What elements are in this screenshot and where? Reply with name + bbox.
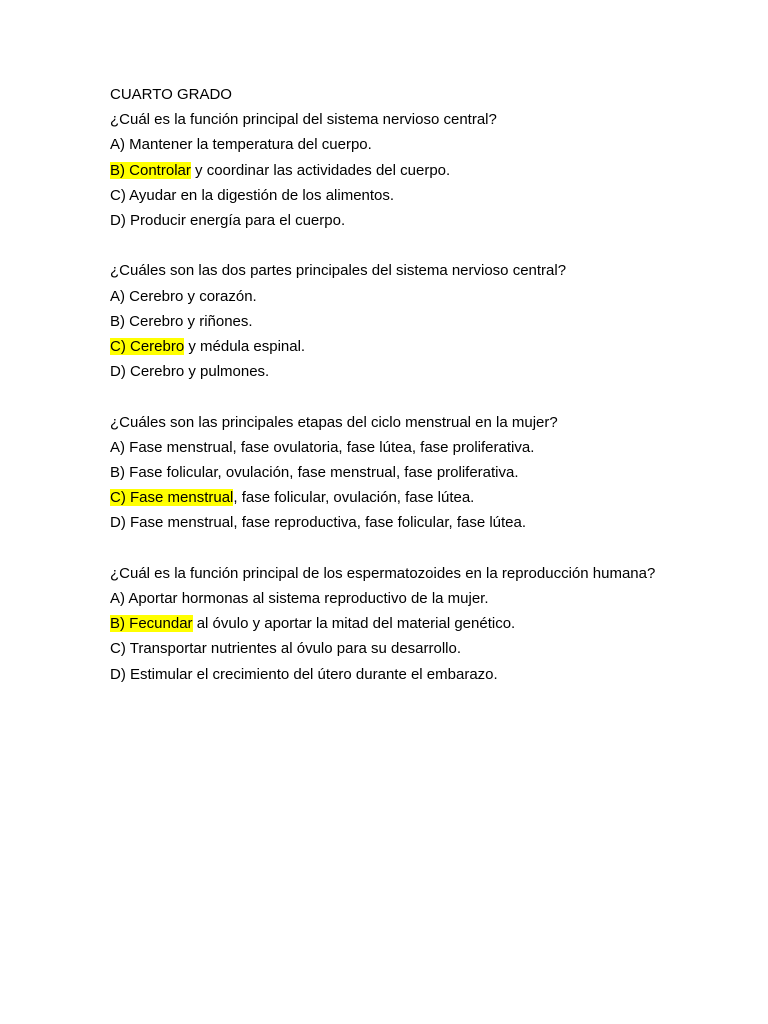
highlighted-text: B) Fecundar: [110, 615, 193, 633]
answer-option-d: [110, 662, 666, 687]
option-text: B) Fase folicular, ovulación, fase menstrual, fase proliferativa.: [110, 464, 519, 482]
answer-option-b: [110, 460, 666, 485]
option-text: D) Producir energía para el cuerpo.: [110, 212, 346, 230]
highlighted-text: C) Fase menstrual: [110, 489, 234, 507]
answer-option-c: [110, 183, 666, 208]
answer-option-d: [110, 510, 666, 535]
option-text: y coordinar las actividades del cuerpo.: [190, 161, 451, 179]
answer-option-c: [110, 334, 666, 359]
option-text: A) Mantener la temperatura del cuerpo.: [110, 136, 372, 154]
option-text: A) Aportar hormonas al sistema reproductivo de la mujer.: [110, 590, 489, 608]
question-block-4: [110, 561, 666, 687]
question-block-1: [110, 107, 666, 233]
question-text: ¿Cuál es la función principal de los espermatozoides en la reproducción humana?: [110, 564, 656, 582]
answer-option-b: [110, 158, 666, 183]
option-text: A) Cerebro y corazón.: [110, 287, 257, 305]
question-text: ¿Cuáles son las principales etapas del ciclo menstrual en la mujer?: [110, 413, 558, 431]
question-block-2: [110, 258, 666, 384]
answer-option-b: [110, 309, 666, 334]
option-text: y médula espinal.: [184, 338, 306, 356]
blank-line: [110, 384, 666, 409]
answer-option-c: [110, 485, 666, 510]
document-heading: CUARTO GRADO: [110, 86, 232, 103]
answer-option-d: [110, 359, 666, 384]
answer-option-c: [110, 636, 666, 661]
question-text: ¿Cuáles son las dos partes principales del sistema nervioso central?: [110, 262, 567, 280]
option-text: C) Ayudar en la digestión de los alimentos.: [110, 186, 395, 204]
question-text: ¿Cuál es la función principal del sistema nervioso central?: [110, 111, 497, 129]
answer-option-b: [110, 611, 666, 636]
answer-option-a: [110, 132, 666, 157]
answer-option-d: [110, 208, 666, 233]
blank-line: [110, 536, 666, 561]
option-text: , fase folicular, ovulación, fase lútea.: [233, 489, 475, 507]
blank-line: [110, 233, 666, 258]
option-text: D) Estimular el crecimiento del útero durante el embarazo.: [110, 665, 498, 683]
document-page: [110, 82, 666, 687]
answer-option-a: [110, 586, 666, 611]
option-text: D) Fase menstrual, fase reproductiva, fase folicular, fase lútea.: [110, 514, 527, 532]
highlighted-text: C) Cerebro: [110, 338, 185, 356]
highlighted-text: B) Controlar: [110, 161, 191, 179]
answer-option-a: [110, 435, 666, 460]
answer-option-a: [110, 284, 666, 309]
option-text: al óvulo y aportar la mitad del material genético.: [192, 615, 516, 633]
option-text: A) Fase menstrual, fase ovulatoria, fase lútea, fase proliferativa.: [110, 438, 535, 456]
question-block-3: [110, 410, 666, 536]
option-text: B) Cerebro y riñones.: [110, 312, 253, 330]
option-text: D) Cerebro y pulmones.: [110, 363, 270, 381]
option-text: C) Transportar nutrientes al óvulo para su desarrollo.: [110, 640, 462, 658]
